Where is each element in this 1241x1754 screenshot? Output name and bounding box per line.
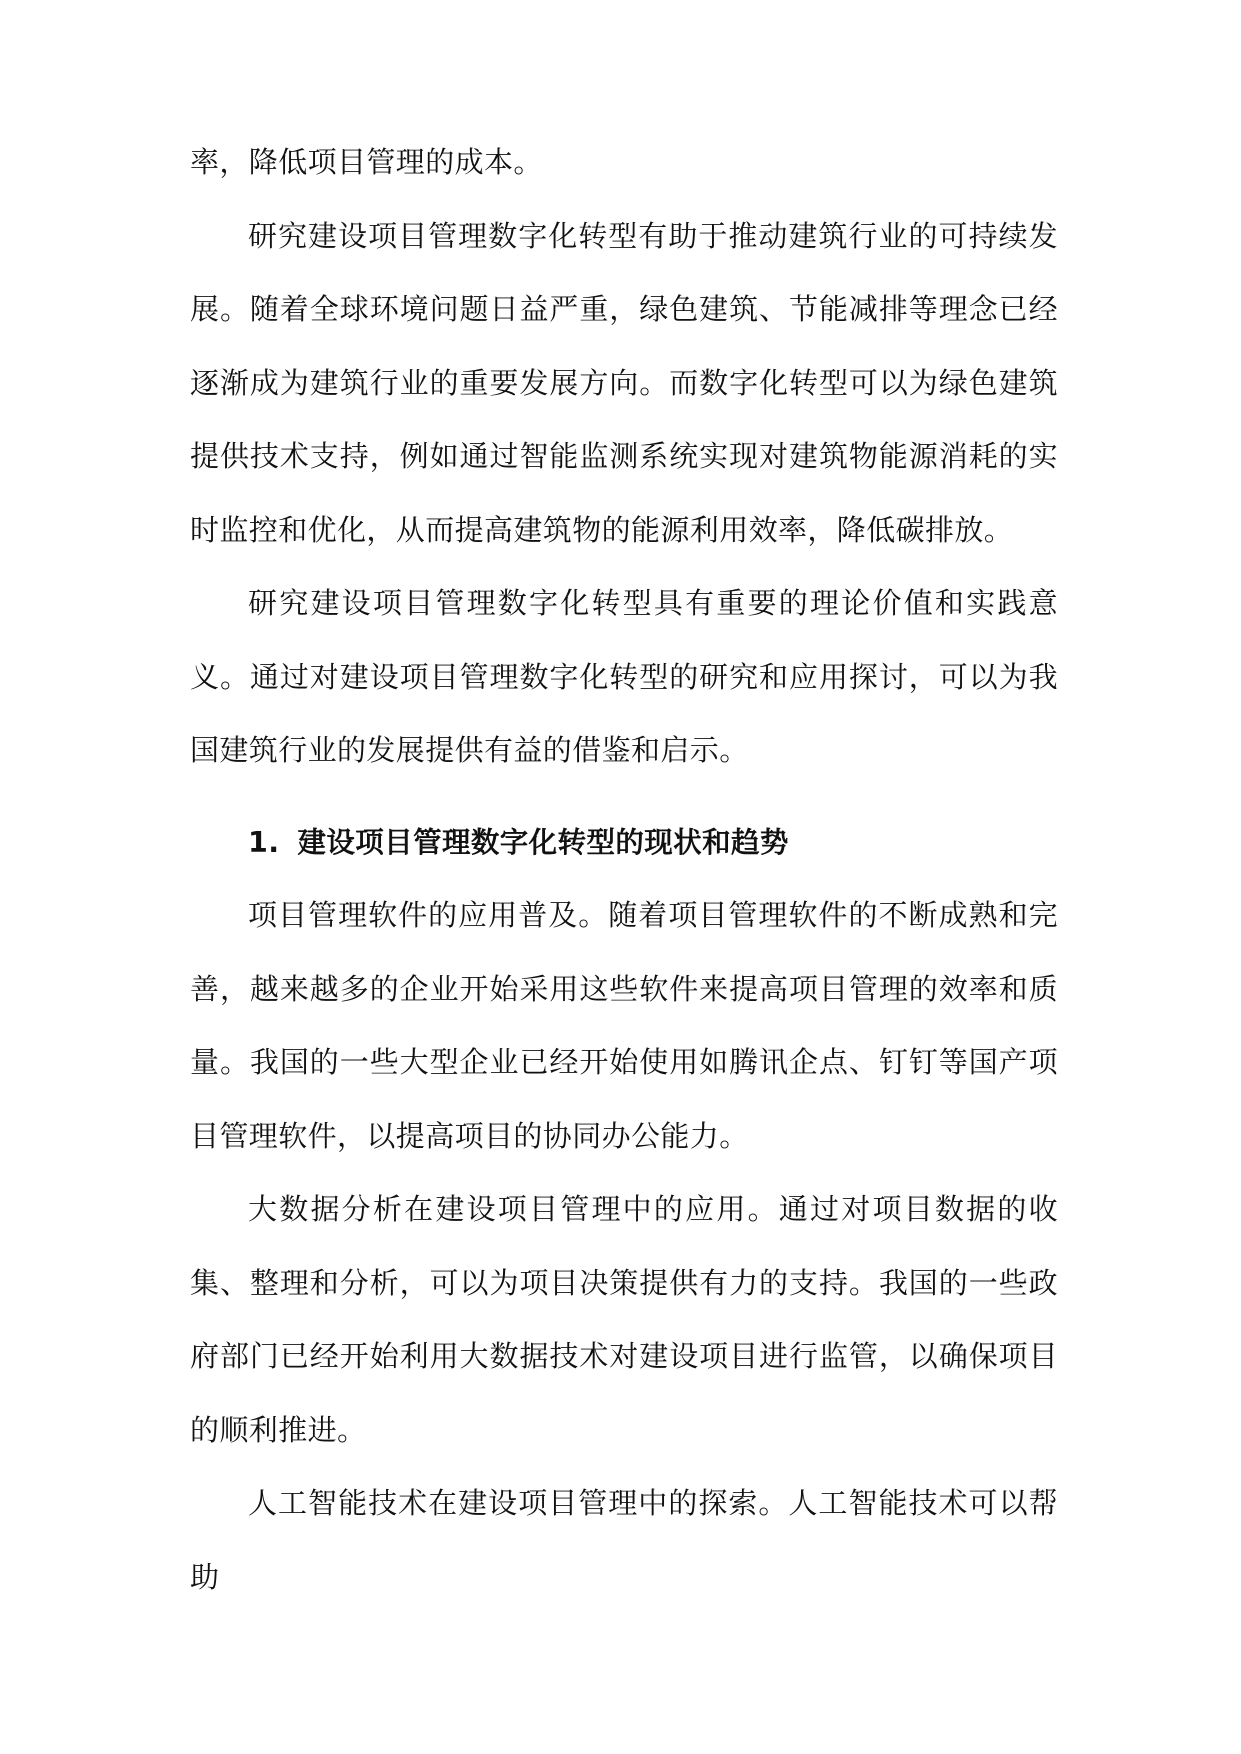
paragraph-sustainability: 研究建设项目管理数字化转型有助于推动建筑行业的可持续发展。随着全球环境问题日益严重，绿色建筑、节能减排等理念已经逐渐成为建筑行业的重要发展方向。而数字化转型可以为绿色建筑提供技术支持，例如通过智能监测系统实现对建筑物能源消耗的实时监控和优化，从而提高建筑物的能源利用效率，降低碳排放。 <box>190 218 1058 547</box>
paragraph-continued: 率，降低项目管理的成本。 <box>190 145 543 179</box>
section-title: 建设项目管理数字化转型的现状和趋势 <box>297 825 789 859</box>
paragraph-ai: 人工智能技术在建设项目管理中的探索。人工智能技术可以帮助 <box>190 1486 1058 1594</box>
section-number: 1. <box>248 825 280 859</box>
paragraph-software: 项目管理软件的应用普及。随着项目管理软件的不断成熟和完善，越来越多的企业开始采用这些软件来提高项目管理的效率和质量。我国的一些大型企业已经开始使用如腾讯企点、钉钉等国产项目管理软件，以提高项目的协同办公能力。 <box>190 898 1058 1153</box>
section-heading <box>190 806 1058 880</box>
document-body <box>190 126 1058 1614</box>
paragraph-big-data: 大数据分析在建设项目管理中的应用。通过对项目数据的收集、整理和分析，可以为项目决策提供有力的支持。我国的一些政府部门已经开始利用大数据技术对建设项目进行监管，以确保项目的顺利推进。 <box>190 1192 1058 1447</box>
paragraph-significance: 研究建设项目管理数字化转型具有重要的理论价值和实践意义。通过对建设项目管理数字化转型的研究和应用探讨，可以为我国建筑行业的发展提供有益的借鉴和启示。 <box>190 586 1058 767</box>
